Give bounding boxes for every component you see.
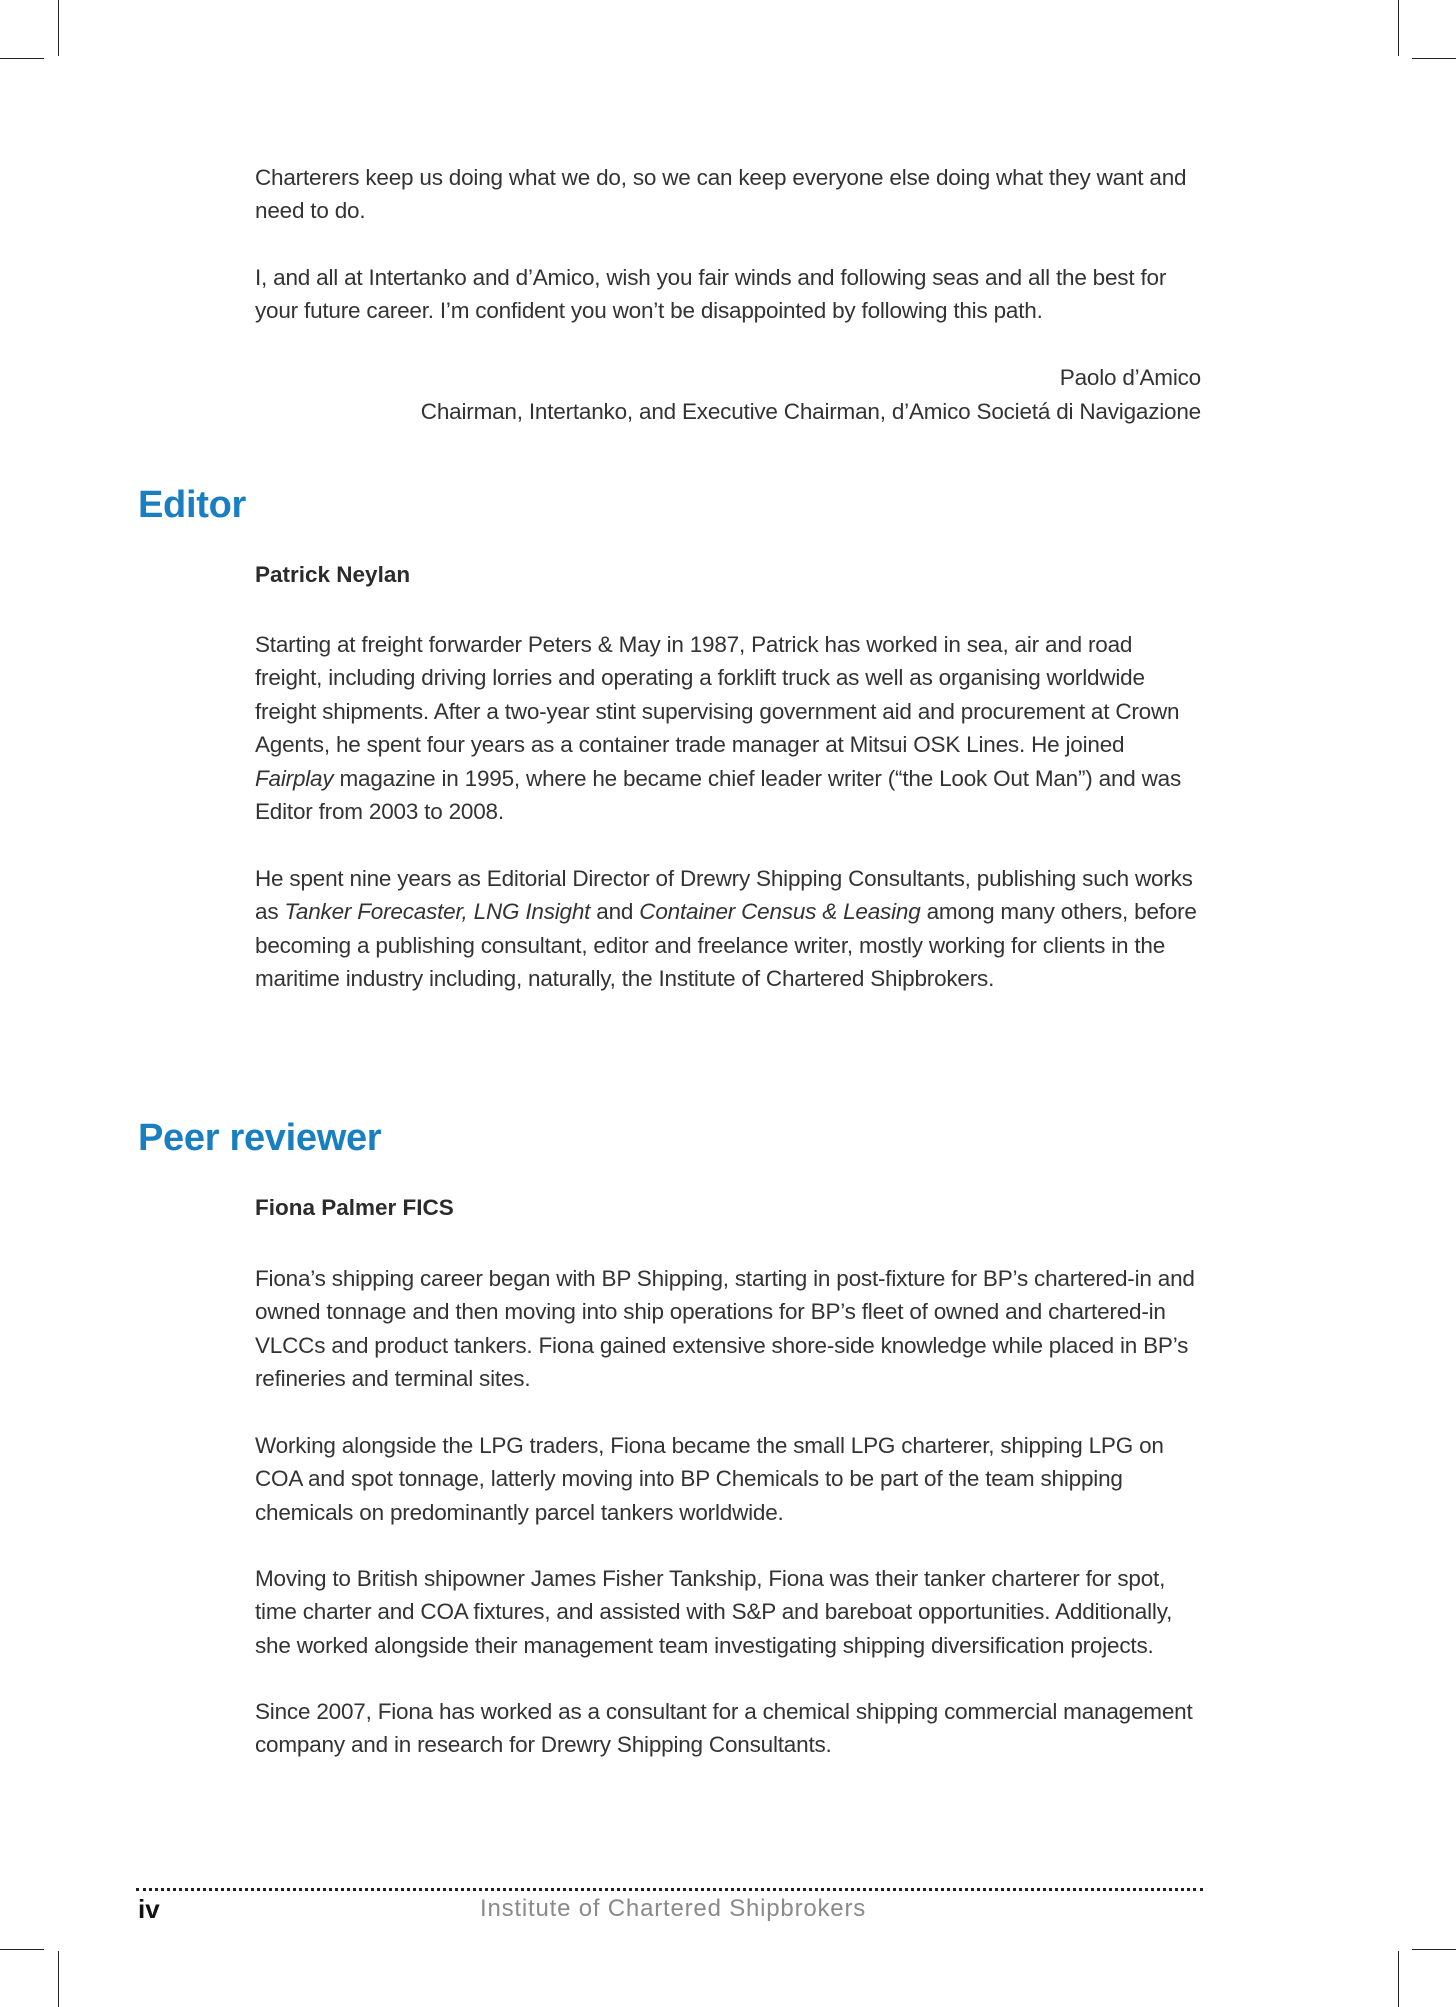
editor-p2-italic-1: Tanker Forecaster, LNG Insight [284,899,591,925]
reviewer-paragraph-4: Since 2007, Fiona has worked as a consultant for a chemical shipping commercial management company and in research for Drewry Shipping Consultants. [255,1699,1193,1758]
editor-heading: Editor [138,484,246,526]
intro-paragraph-2: I, and all at Intertanko and d’Amico, wish you fair winds and following seas and all the best for your future career. I’m confident you won’t be disappointed by following this path. [255,265,1167,324]
intro-paragraph-1: Charterers keep us doing what we do, so we can keep everyone else doing what they want and need to do. [255,165,1187,224]
crop-mark [0,58,44,59]
editor-paragraph-2 [255,862,1203,996]
crop-mark [1412,1949,1456,1950]
signature-title: Chairman, Intertanko, and Executive Chairman, d’Amico Societá di Navigazione [420,399,1201,424]
editor-p2-text-c: among many others, before becoming a publishing consultant, editor and freelance writer, mostly working for clients in the maritime industry including, naturally, the Institute of Chartered Shipbrokers. [255,899,1197,992]
editor-paragraph-1 [255,628,1203,828]
reviewer-paragraph-2: Working alongside the LPG traders, Fiona became the small LPG charterer, shipping LPG on COA and spot tonnage, latterly moving into BP Chemicals to be part of the team shipping chemicals on predominantly parcel tankers worldwide. [255,1433,1164,1525]
editor-p2-text-a: He spent nine years as Editorial Director of Drewry Shipping Consultants, publishing such works as [255,866,1193,925]
reviewer-paragraph-3: Moving to British shipowner James Fisher Tankship, Fiona was their tanker charterer for spot, time charter and COA fixtures, and assisted with S&P and bareboat opportunities. Additionally, she worked alongside their management team investigating shipping diversification projects. [255,1566,1173,1658]
signature-name: Paolo d’Amico [1059,365,1201,390]
crop-mark [0,1949,44,1950]
editor-name: Patrick Neylan [255,562,411,587]
editor-p1-italic: Fairplay [255,765,334,791]
reviewer-paragraph-1: Fiona’s shipping career began with BP Shipping, starting in post-fixture for BP’s chartered-in and owned tonnage and then moving into ship operations for BP’s fleet of owned and chartered-in VLCCs and product tankers. Fiona gained extensive shore-side knowledge while placed in BP’s refineries and terminal sites. [255,1266,1195,1392]
editor-p1-text-a: Starting at freight forwarder Peters & May in 1987, Patrick has worked in sea, air and road freight, including driving lorries and operating a forklift truck as well as organising worldwide freight shipments. After a two-year stint supervising government aid and procurement at Crown Agents, he spent four years as a container trade manager at Mitsui OSK Lines. He joined [255,632,1180,758]
crop-mark [58,1951,59,2007]
crop-mark [1398,1951,1399,2007]
crop-mark [58,0,59,56]
reviewer-name: Fiona Palmer FICS [255,1195,454,1220]
reviewer-heading: Peer reviewer [138,1117,382,1159]
editor-p2-italic-2: Container Census & Leasing [639,899,921,925]
editor-p2-text-b: and [590,899,640,925]
editor-p1-text-b: magazine in 1995, where he became chief leader writer (“the Look Out Man”) and was Editor from 2003 to 2008. [255,765,1182,825]
footer-title: Institute of Chartered Shipbrokers [480,1895,867,1922]
footer-rule [136,1888,1203,1891]
crop-mark [1412,58,1456,59]
page-number: iv [138,1894,160,1924]
crop-mark [1398,0,1399,56]
